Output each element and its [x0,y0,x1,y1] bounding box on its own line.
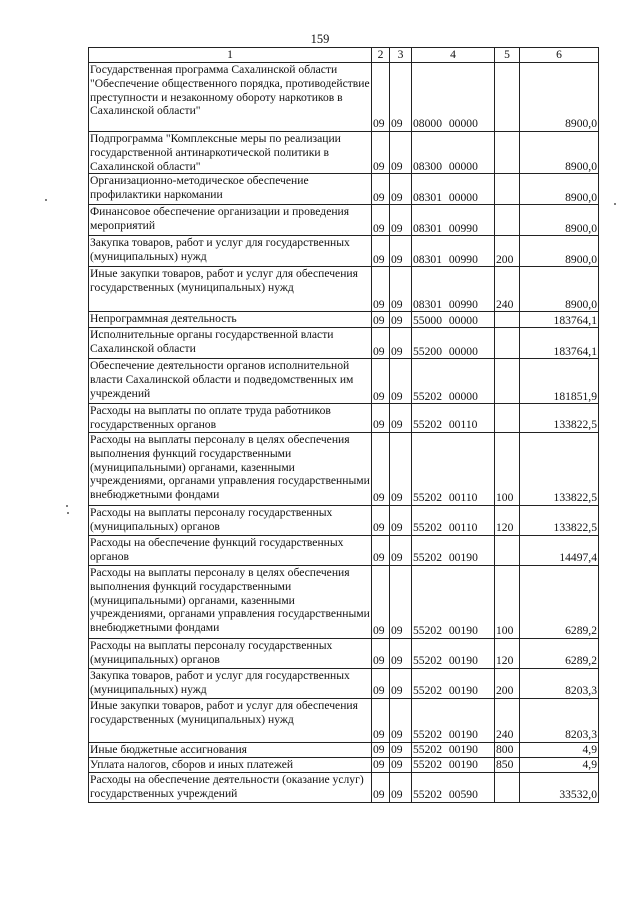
row-section-code: 09 [372,236,390,267]
row-amount: 33532,0 [520,772,599,802]
row-name-cell: Расходы на обеспечение деятельности (оказание услуг) государственных учреждений [89,772,372,802]
row-expense-type-code [495,174,520,205]
row-name-cell: Закупка товаров, работ и услуг для государственных (муниципальных) нужд [89,236,372,267]
page-number: 159 [310,32,330,46]
row-target-article-code: 55202 00190 [412,565,495,638]
row-name-cell: Исполнительные органы государственной власти Сахалинской области [89,328,372,359]
row-amount: 183764,1 [520,312,599,328]
row-subsection-code: 09 [390,205,412,236]
row-name-cell: Расходы на выплаты персоналу в целях обеспечения выполнения функций государственными (муниципальными) органами, казенными учреждениями, органами управления государственными внебюджетными фондами [89,565,372,638]
row-subsection-code: 09 [390,772,412,802]
row-amount: 8900,0 [520,63,599,132]
row-amount: 4,9 [520,757,599,772]
row-subsection-code: 09 [390,63,412,132]
row-name-cell: Уплата налогов, сборов и иных платежей [89,757,372,772]
row-name-cell: Финансовое обеспечение организации и проведения мероприятий [89,205,372,236]
row-expense-type-code: 800 [495,742,520,757]
row-amount: 8900,0 [520,267,599,312]
table-row [89,236,599,267]
header-col-2: 2 [372,48,390,63]
row-target-article-code: 55202 00110 [412,432,495,505]
header-col-3: 3 [390,48,412,63]
row-subsection-code: 09 [390,757,412,772]
row-name-cell: Государственная программа Сахалинской области "Обеспечение общественного порядка, противодействие преступности и незаконному обороту наркотиков в Сахалинской области" [89,63,372,132]
row-expense-type-code: 120 [495,505,520,535]
scan-speck [66,505,68,507]
row-target-article-code: 08000 00000 [412,63,495,132]
row-section-code: 09 [372,359,390,404]
row-subsection-code: 09 [390,535,412,565]
row-target-article-code: 55202 00110 [412,404,495,433]
row-subsection-code: 09 [390,668,412,698]
row-target-article-code: 08301 00990 [412,236,495,267]
row-section-code: 09 [372,174,390,205]
row-amount: 8900,0 [520,132,599,174]
row-name-cell: Расходы на выплаты персоналу государственных (муниципальных) органов [89,505,372,535]
row-section-code: 09 [372,535,390,565]
row-expense-type-code [495,404,520,433]
row-expense-type-code [495,772,520,802]
row-section-code: 09 [372,668,390,698]
row-expense-type-code [495,312,520,328]
row-target-article-code: 08301 00000 [412,174,495,205]
row-section-code: 09 [372,698,390,742]
budget-table [88,47,599,803]
row-expense-type-code [495,328,520,359]
table-row [89,312,599,328]
table-row [89,638,599,668]
scan-speck [45,199,47,201]
table-row [89,757,599,772]
row-subsection-code: 09 [390,132,412,174]
table-row [89,359,599,404]
row-section-code: 09 [372,565,390,638]
row-expense-type-code [495,132,520,174]
row-amount: 8900,0 [520,174,599,205]
row-subsection-code: 09 [390,505,412,535]
row-target-article-code: 55202 00190 [412,638,495,668]
row-subsection-code: 09 [390,312,412,328]
table-row [89,505,599,535]
row-name-cell: Иные бюджетные ассигнования [89,742,372,757]
header-col-6: 6 [520,48,599,63]
scan-speck [614,203,616,205]
row-subsection-code: 09 [390,174,412,205]
row-amount: 8900,0 [520,205,599,236]
row-target-article-code: 08300 00000 [412,132,495,174]
row-name-cell: Закупка товаров, работ и услуг для государственных (муниципальных) нужд [89,668,372,698]
table-row [89,535,599,565]
table-row [89,404,599,433]
table-row [89,328,599,359]
row-amount: 14497,4 [520,535,599,565]
row-amount: 8203,3 [520,698,599,742]
row-section-code: 09 [372,757,390,772]
row-subsection-code: 09 [390,236,412,267]
row-section-code: 09 [372,312,390,328]
row-name-cell: Обеспечение деятельности органов исполнительной власти Сахалинской области и подведомственных им учреждений [89,359,372,404]
table-row [89,668,599,698]
table-row [89,698,599,742]
header-col-1: 1 [89,48,372,63]
row-target-article-code: 55000 00000 [412,312,495,328]
row-name-cell: Иные закупки товаров, работ и услуг для обеспечения государственных (муниципальных) нужд [89,698,372,742]
row-target-article-code: 55202 00190 [412,698,495,742]
row-expense-type-code: 850 [495,757,520,772]
row-target-article-code: 08301 00990 [412,205,495,236]
row-subsection-code: 09 [390,565,412,638]
table-row [89,432,599,505]
row-expense-type-code: 100 [495,565,520,638]
row-expense-type-code [495,205,520,236]
row-amount: 181851,9 [520,359,599,404]
header-col-4: 4 [412,48,495,63]
row-section-code: 09 [372,638,390,668]
row-section-code: 09 [372,132,390,174]
row-amount: 183764,1 [520,328,599,359]
row-amount: 133822,5 [520,404,599,433]
table-row [89,174,599,205]
table-row [89,205,599,236]
row-target-article-code: 55200 00000 [412,328,495,359]
row-target-article-code: 55202 00190 [412,535,495,565]
row-target-article-code: 55202 00190 [412,757,495,772]
row-amount: 6289,2 [520,565,599,638]
row-target-article-code: 55202 00000 [412,359,495,404]
row-expense-type-code: 240 [495,698,520,742]
row-subsection-code: 09 [390,359,412,404]
row-section-code: 09 [372,63,390,132]
row-expense-type-code: 200 [495,236,520,267]
table-row [89,63,599,132]
row-subsection-code: 09 [390,698,412,742]
row-expense-type-code [495,535,520,565]
row-amount: 8900,0 [520,236,599,267]
row-section-code: 09 [372,505,390,535]
row-target-article-code: 55202 00110 [412,505,495,535]
row-expense-type-code [495,63,520,132]
row-subsection-code: 09 [390,328,412,359]
row-subsection-code: 09 [390,404,412,433]
table-row [89,267,599,312]
row-expense-type-code: 100 [495,432,520,505]
row-section-code: 09 [372,328,390,359]
row-amount: 4,9 [520,742,599,757]
row-target-article-code: 55202 00190 [412,742,495,757]
row-expense-type-code: 200 [495,668,520,698]
row-section-code: 09 [372,772,390,802]
header-col-5: 5 [495,48,520,63]
row-amount: 133822,5 [520,505,599,535]
row-target-article-code: 55202 00190 [412,668,495,698]
header-row [89,48,599,63]
table-row [89,565,599,638]
table-row [89,132,599,174]
row-target-article-code: 55202 00590 [412,772,495,802]
row-amount: 8203,3 [520,668,599,698]
row-section-code: 09 [372,205,390,236]
row-name-cell: Расходы на обеспечение функций государственных органов [89,535,372,565]
row-section-code: 09 [372,432,390,505]
scan-speck [67,512,69,514]
row-name-cell: Организационно-методическое обеспечение профилактики наркомании [89,174,372,205]
row-amount: 133822,5 [520,432,599,505]
table-row [89,742,599,757]
table-body [89,63,599,803]
row-name-cell: Расходы на выплаты персоналу в целях обеспечения выполнения функций государственными (муниципальными) органами, казенными учреждениями, органами управления государственными внебюджетными фондами [89,432,372,505]
row-expense-type-code [495,359,520,404]
row-name-cell: Непрограммная деятельность [89,312,372,328]
row-subsection-code: 09 [390,432,412,505]
row-amount: 6289,2 [520,638,599,668]
table-header [89,48,599,63]
table-row [89,772,599,802]
row-subsection-code: 09 [390,742,412,757]
row-subsection-code: 09 [390,638,412,668]
row-name-cell: Расходы на выплаты по оплате труда работников государственных органов [89,404,372,433]
row-subsection-code: 09 [390,267,412,312]
row-name-cell: Расходы на выплаты персоналу государственных (муниципальных) органов [89,638,372,668]
row-section-code: 09 [372,404,390,433]
row-section-code: 09 [372,742,390,757]
row-expense-type-code: 240 [495,267,520,312]
row-target-article-code: 08301 00990 [412,267,495,312]
row-name-cell: Подпрограмма "Комплексные меры по реализации государственной антинаркотической политики в Сахалинской области" [89,132,372,174]
row-expense-type-code: 120 [495,638,520,668]
row-name-cell: Иные закупки товаров, работ и услуг для обеспечения государственных (муниципальных) нужд [89,267,372,312]
row-section-code: 09 [372,267,390,312]
